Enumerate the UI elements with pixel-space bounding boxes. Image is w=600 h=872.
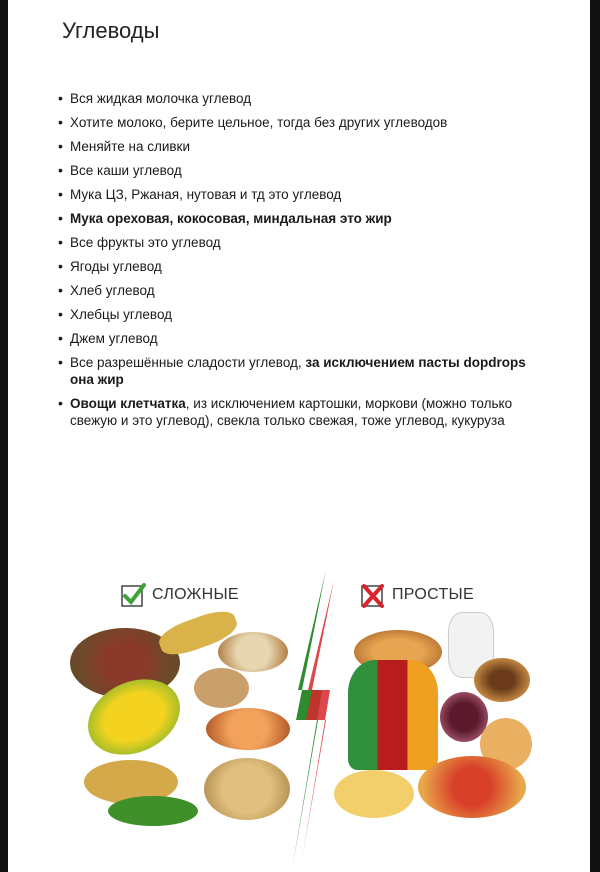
bullet-item [58, 330, 548, 347]
bullet-text: Вся жидкая молочка углевод [70, 91, 252, 106]
potatoes [204, 758, 290, 820]
bullet-item [58, 395, 548, 429]
sweet-potato [206, 708, 290, 750]
bullet-text: Меняйте на сливки [70, 139, 191, 154]
bullet-text: Ягоды углевод [70, 259, 162, 274]
carbohydrates-illustration [8, 560, 590, 872]
bullet-item [58, 114, 548, 131]
bullet-text: Хлебцы углевод [70, 307, 173, 322]
bullet-item [58, 210, 548, 227]
bullet-text: Хотите молоко, берите цельное, тогда без других углеводов [70, 115, 448, 130]
oats-bowl [218, 632, 288, 672]
pizza [418, 756, 526, 818]
complex-heading [120, 582, 239, 608]
bullet-item [58, 282, 548, 299]
bullet-item [58, 138, 548, 155]
bullet-text: Мука ЦЗ, Ржаная, нутовая и тд это углевод [70, 187, 342, 202]
bullet-item [58, 90, 548, 107]
bullet-list [58, 90, 548, 436]
greens [108, 796, 198, 826]
bullet-text: Все каши углевод [70, 163, 182, 178]
bullet-text-bold: Мука ореховая, кокосовая, миндальная это жир [70, 211, 392, 226]
bullet-item [58, 162, 548, 179]
complex-label: СЛОЖНЫЕ [152, 586, 239, 603]
bullet-text-bold: за исключением пасты dopdrops она жир [70, 355, 526, 387]
bullet-text: , из исключением картошки, моркови (можно только свежую и это углевод), свекла только свежая, тоже углевод, кукуруза [70, 396, 513, 428]
bullet-text: Хлеб углевод [70, 283, 155, 298]
soda-bottles [348, 660, 438, 770]
simple-heading [360, 582, 474, 608]
burger [474, 658, 530, 702]
bullet-item [58, 234, 548, 251]
chips [334, 770, 414, 818]
page-title: Углеводы [62, 18, 160, 43]
lightning-divider [278, 570, 348, 870]
bullet-text-bold: Овощи клетчатка [70, 396, 186, 411]
simple-label: ПРОСТЫЕ [392, 586, 474, 603]
bullet-text: Все разрешённые сладости углевод, [70, 355, 306, 370]
bullet-item [58, 306, 548, 323]
cross-box-icon [360, 582, 386, 608]
bullet-text: Все фрукты это углевод [70, 235, 221, 250]
bullet-item [58, 186, 548, 203]
checkmark-box-icon [120, 582, 146, 608]
bullet-text: Джем углевод [70, 331, 158, 346]
bullet-item [58, 354, 548, 388]
bullet-item [58, 258, 548, 275]
document-page [8, 0, 590, 872]
grain-scoop [194, 668, 249, 708]
